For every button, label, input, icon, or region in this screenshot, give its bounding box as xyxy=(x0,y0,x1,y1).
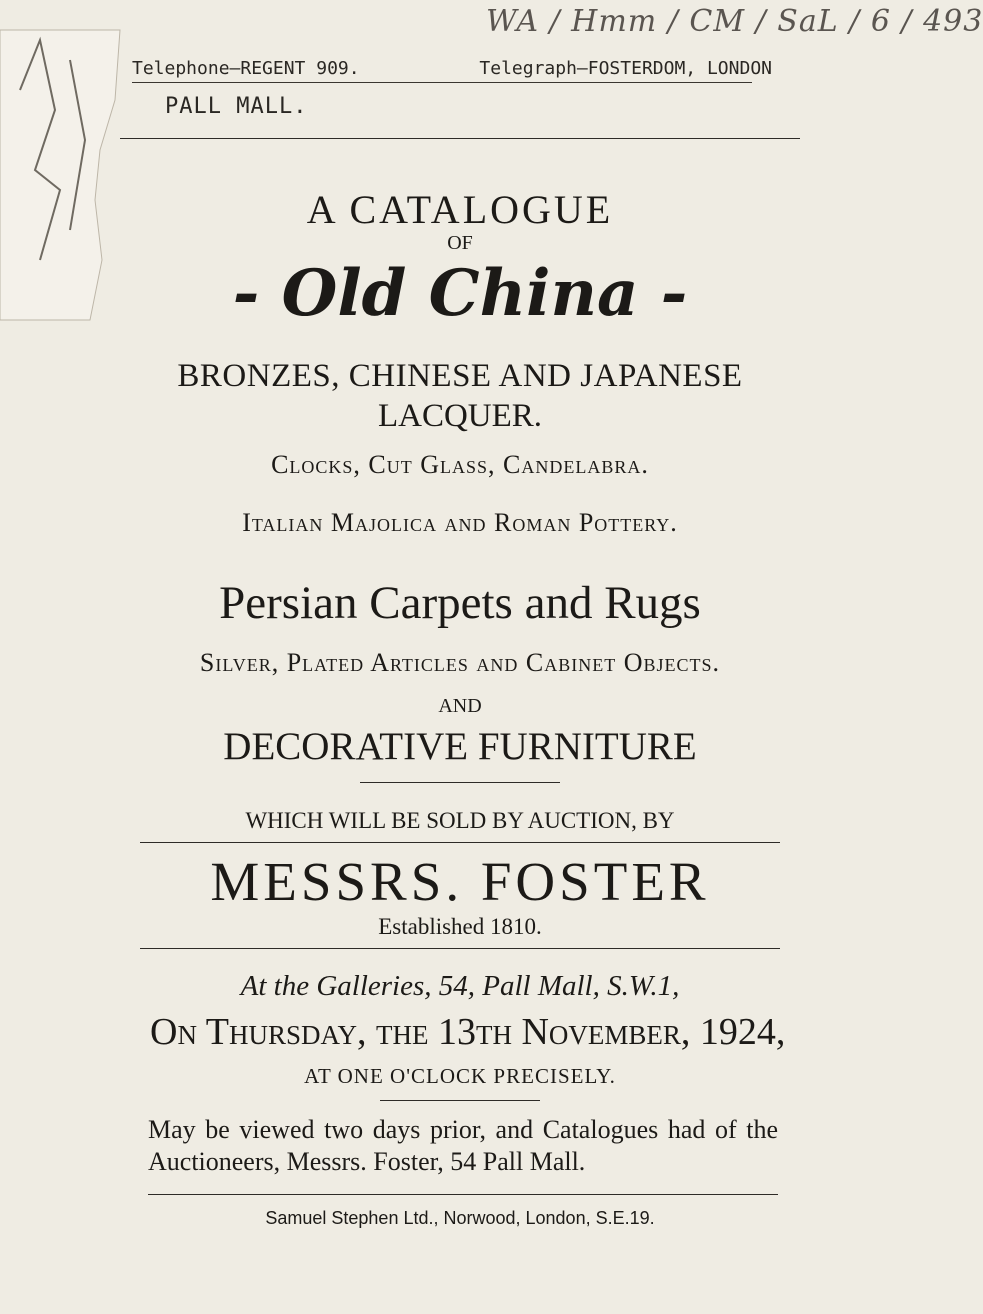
catalogue-line-lacquer: LACQUER. xyxy=(377,398,543,434)
header-underline xyxy=(132,82,752,83)
viewing-notice: May be viewed two days prior, and Catalogues had of the Auctioneers, Messrs. Foster, 54 Pall Mall. xyxy=(148,1115,778,1176)
header-divider xyxy=(120,138,800,139)
handwritten-annotation: WA / Hmm / CM / SaL / 6 / 493 xyxy=(486,4,983,39)
catalogue-line-bronzes: BRONZES, CHINESE AND JAPANESE xyxy=(177,358,743,394)
auction-venue: At the Galleries, 54, Pall Mall, S.W.1, xyxy=(240,970,680,1002)
telephone-number: Telephone—REGENT 909. xyxy=(132,58,360,79)
auction-date: On Thursday, the 13th November, 1924, xyxy=(150,1011,786,1053)
printer-credit: Samuel Stephen Ltd., Norwood, London, S.E.19. xyxy=(265,1208,655,1228)
catalogue-line-italian: Italian Majolica and Roman Pottery. xyxy=(242,508,678,537)
catalogue-title: A CATALOGUE xyxy=(306,187,614,232)
auction-rule-top xyxy=(140,842,780,843)
catalogue-line-furniture: DECORATIVE FURNITURE xyxy=(223,725,697,768)
established-year: Established 1810. xyxy=(378,914,542,939)
catalogue-subject: - Old China - xyxy=(232,256,688,331)
catalogue-line-silver: Silver, Plated Articles and Cabinet Objects. xyxy=(199,648,721,677)
section-divider xyxy=(360,782,560,783)
catalogue-line-persian: Persian Carpets and Rugs xyxy=(219,577,701,629)
auctioneer-name: MESSRS. FOSTER xyxy=(210,851,710,912)
header-telephone-line xyxy=(132,58,772,79)
auction-rule-bottom xyxy=(140,948,780,949)
telegraph-address: Telegraph—FOSTERDOM, LONDON xyxy=(479,58,772,79)
auction-heading: WHICH WILL BE SOLD BY AUCTION, BY xyxy=(245,808,675,833)
header-address: PALL MALL. xyxy=(165,94,308,119)
viewing-divider xyxy=(380,1100,540,1101)
catalogue-line-and: AND xyxy=(438,695,482,717)
printer-rule xyxy=(148,1194,778,1195)
torn-label-fragment xyxy=(0,30,120,320)
catalogue-of: OF xyxy=(447,232,473,254)
catalogue-line-clocks: Clocks, Cut Glass, Candelabra. xyxy=(271,450,649,479)
auction-time: AT ONE O'CLOCK PRECISELY. xyxy=(304,1064,616,1088)
